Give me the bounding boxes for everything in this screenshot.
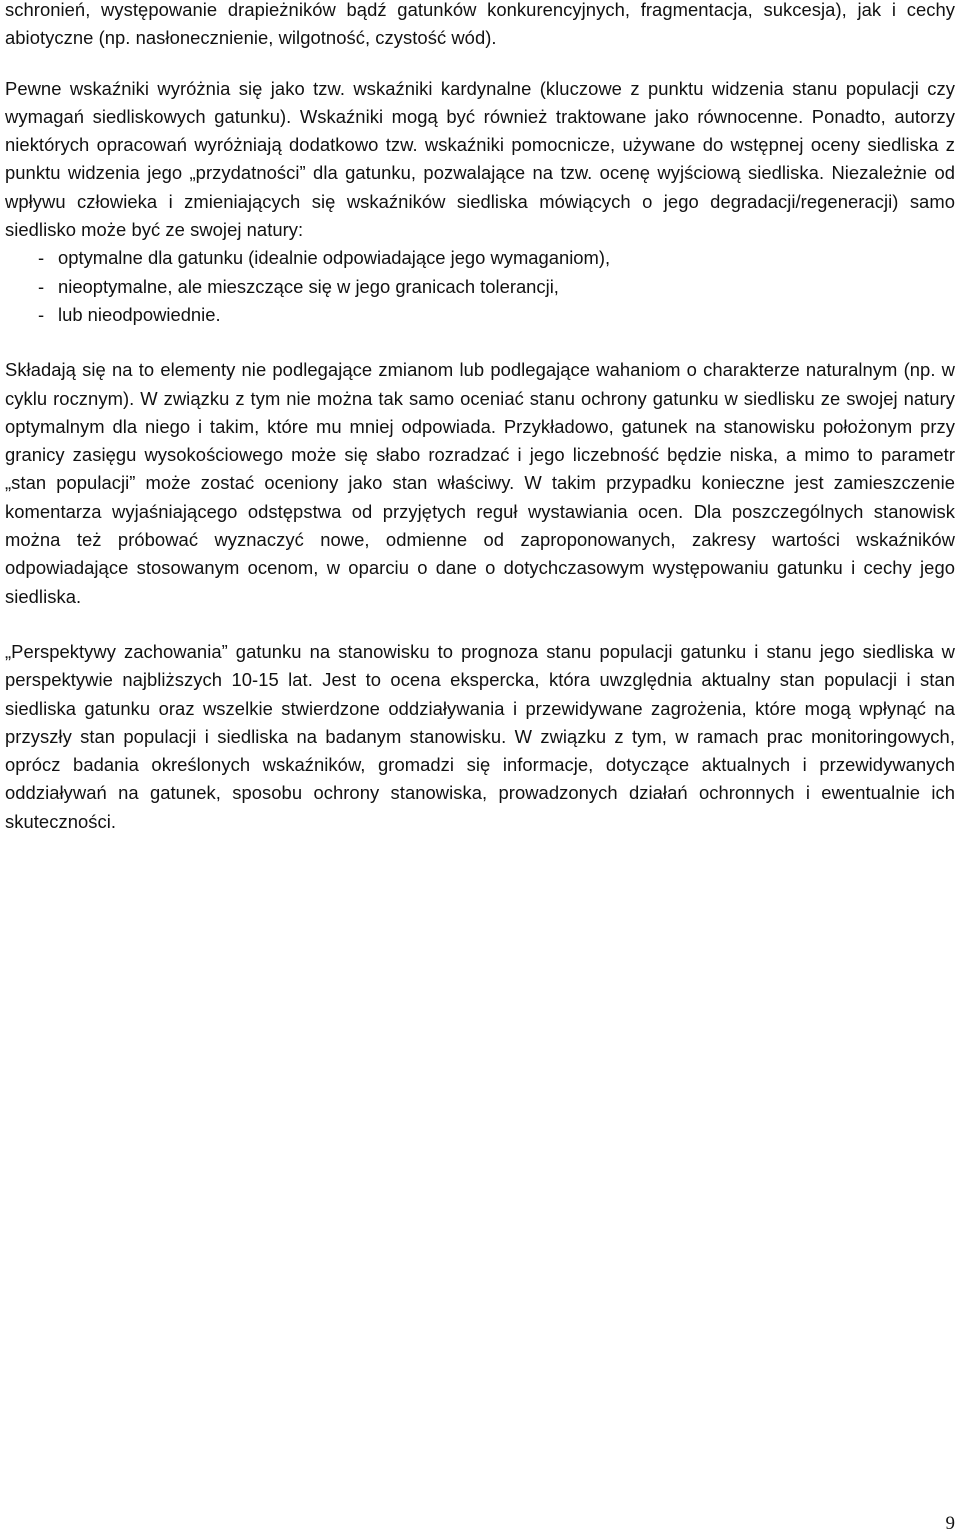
habitat-type-list [5, 244, 955, 329]
list-item: - nieoptymalne, ale mieszczące się w jego granicach tolerancji, [58, 273, 955, 301]
paragraph-spacer [5, 53, 955, 75]
paragraph-prospects: „Perspektywy zachowania” gatunku na stanowisku to prognoza stanu populacji gatunku i stanu jego siedliska w perspektywie najbliższych 10-15 lat. Jest to ocena ekspercka, która uwzględnia aktualny stan populacji i stan siedliska gatunku oraz wszelkie stwierdzone oddziaływania i przewidywane zagrożenia, które mogą wpłynąć na przyszły stan populacji i siedliska na badanym stanowisku. W związku z tym, w ramach prac monitoringowych, oprócz badania określonych wskaźników, gromadzi się informacje, dotyczące aktualnych i przewidywanych oddziaływań na gatunek, sposobu ochrony stanowiska, prowadzonych działań ochronnych i ewentualnie ich skuteczności. [5, 640, 955, 832]
page-number: 9 [945, 1513, 955, 1534]
paragraph-habitat-nature: Składają się na to elementy nie podlegające zmianom lub podlegające wahaniom o charakterze naturalnym (np. w cyklu rocznym). W związku z tym nie można tak samo oceniać stanu ochrony gatunku w siedlisku ze swojej natury optymalnym dla niego i takim, które mu mniej odpowiada. Przykładowo, gatunek na stanowisku położonym przy granicy zasięgu wysokościowego może się słabo rozradzać i jego liczebność będzie niska, a mimo to parametr „stan populacji” może zostać oceniony jako stan właściwy. W takim przypadku konieczne jest zamieszczenie komentarza wyjaśniającego odstępstwa od przyjętych reguł wystawiania ocen. Dla poszczególnych stanowisk można też próbować wyznaczyć nowe, odmienne od zaproponowanych, zakresy wartości wskaźników odpowiadające stosowanym ocenom, w oparciu o dane o dotychczasowym występowaniu gatunku i cechy jego siedliska. [5, 359, 955, 607]
list-item: - lub nieodpowiednie. [58, 301, 955, 329]
paragraph-indicators: Pewne wskaźniki wyróżnia się jako tzw. wskaźniki kardynalne (kluczowe z punktu widzenia stanu populacji czy wymagań siedliskowych gatunku). Wskaźniki mogą być również traktowane jako równocenne. Ponadto, autorzy niektórych opracowań wyróżniają dodatkowo tzw. wskaźniki pomocnicze, używane do wstępnej oceny siedliska z punktu widzenia jego „przydatności” dla gatunku, pozwalające na tzw. ocenę wyjściową siedliska. Niezależnie od wpływu człowieka i zmieniających się wskaźników siedliska mówiących o jego degradacji/regeneracji) samo siedlisko może być ze swojej natury: [5, 77, 955, 241]
document-page [5, 0, 955, 836]
paragraph-spacer [5, 329, 955, 356]
paragraph-spacer [5, 611, 955, 638]
list-item: - optymalne dla gatunku (idealnie odpowiadające jego wymaganiom), [58, 244, 955, 272]
paragraph-habitat-features: schronień, występowanie drapieżników bądź gatunków konkurencyjnych, fragmentacja, sukcesja), jak i cechy abiotyczne (np. nasłonecznienie, wilgotność, czystość wód). [5, 0, 955, 49]
